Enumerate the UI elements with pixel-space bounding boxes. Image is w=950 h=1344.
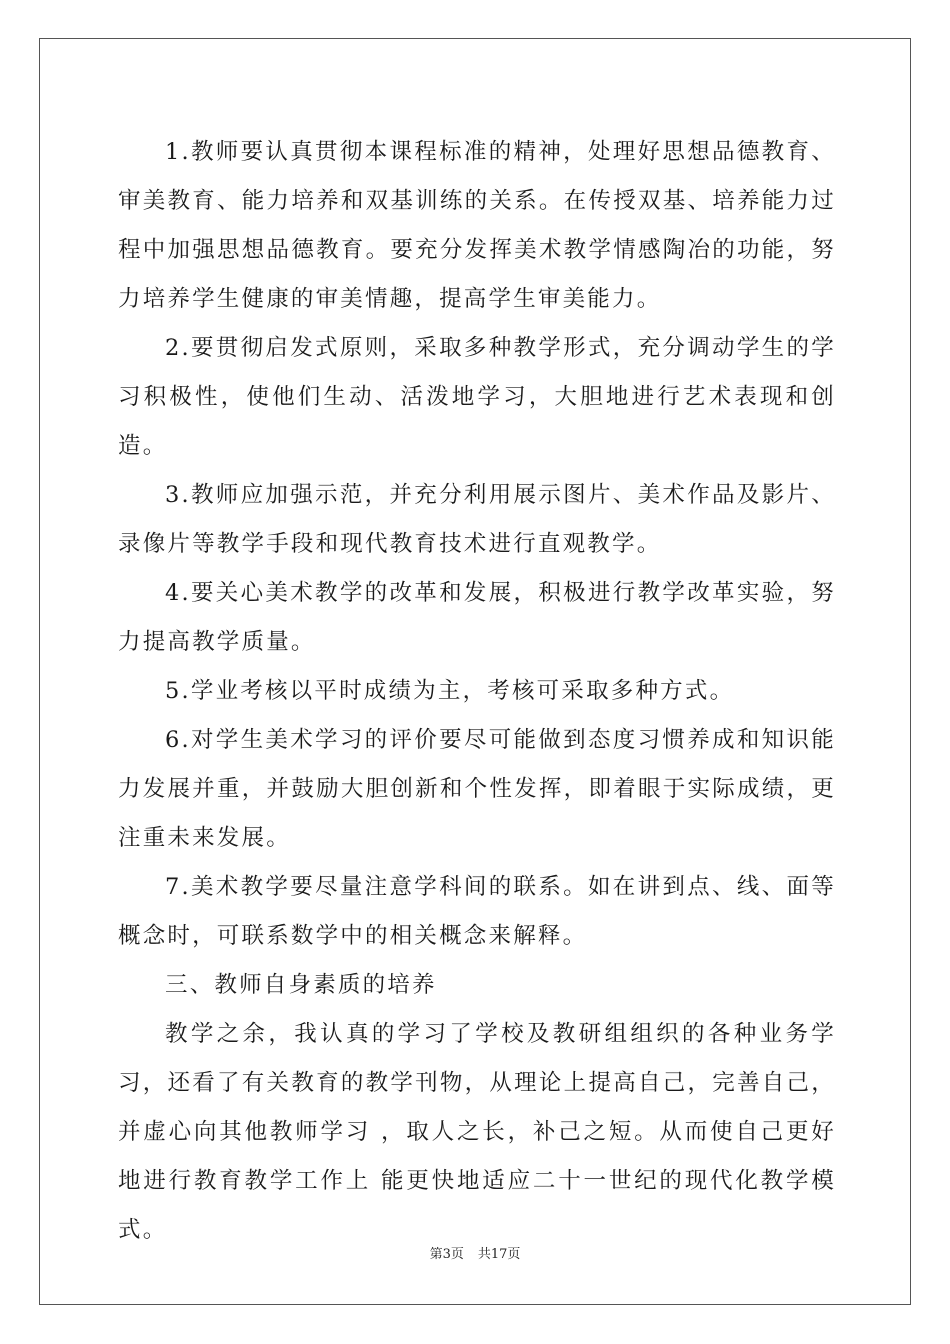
paragraph-2: 2.要贯彻启发式原则，采取多种教学形式，充分调动学生的学习积极性，使他们生动、活泼地学习，大胆地进行艺术表现和创造。: [118, 335, 836, 459]
document-body: [118, 128, 836, 1255]
paragraph-7: 7.美术教学要尽量注意学科间的联系。如在讲到点、线、面等概念时，可联系数学中的相关概念来解释。: [118, 874, 836, 949]
paragraph-3: 3.教师应加强示范，并充分利用展示图片、美术作品及影片、录像片等教学手段和现代教育技术进行直观教学。: [118, 482, 836, 557]
paragraph-5: 5.学业考核以平时成绩为主，考核可采取多种方式。: [165, 678, 735, 704]
paragraph-4: 4.要关心美术教学的改革和发展，积极进行教学改革实验，努力提高教学质量。: [118, 580, 836, 655]
page-number: 第3页: [429, 1247, 464, 1262]
page-total: 共17页: [477, 1247, 521, 1262]
page-footer: [0, 1243, 950, 1262]
paragraph-8: 教学之余，我认真的学习了学校及教研组组织的各种业务学习，还看了有关教育的教学刊物，从理论上提高自己，完善自己，并虚心向其他教师学习 ，取人之长，补己之短。从而使自己更好地进行教育教学工作上 能更快地适应二十一世纪的现代化教学模式。: [118, 1021, 836, 1243]
section-heading: 三、教师自身素质的培养: [165, 972, 437, 998]
paragraph-1: 1.教师要认真贯彻本课程标准的精神，处理好思想品德教育、审美教育、能力培养和双基训练的关系。在传授双基、培养能力过程中加强思想品德教育。要充分发挥美术教学情感陶冶的功能，努力培养学生健康的审美情趣，提高学生审美能力。: [118, 139, 836, 312]
paragraph-6: 6.对学生美术学习的评价要尽可能做到态度习惯养成和知识能力发展并重，并鼓励大胆创新和个性发挥，即着眼于实际成绩，更注重未来发展。: [118, 727, 836, 851]
